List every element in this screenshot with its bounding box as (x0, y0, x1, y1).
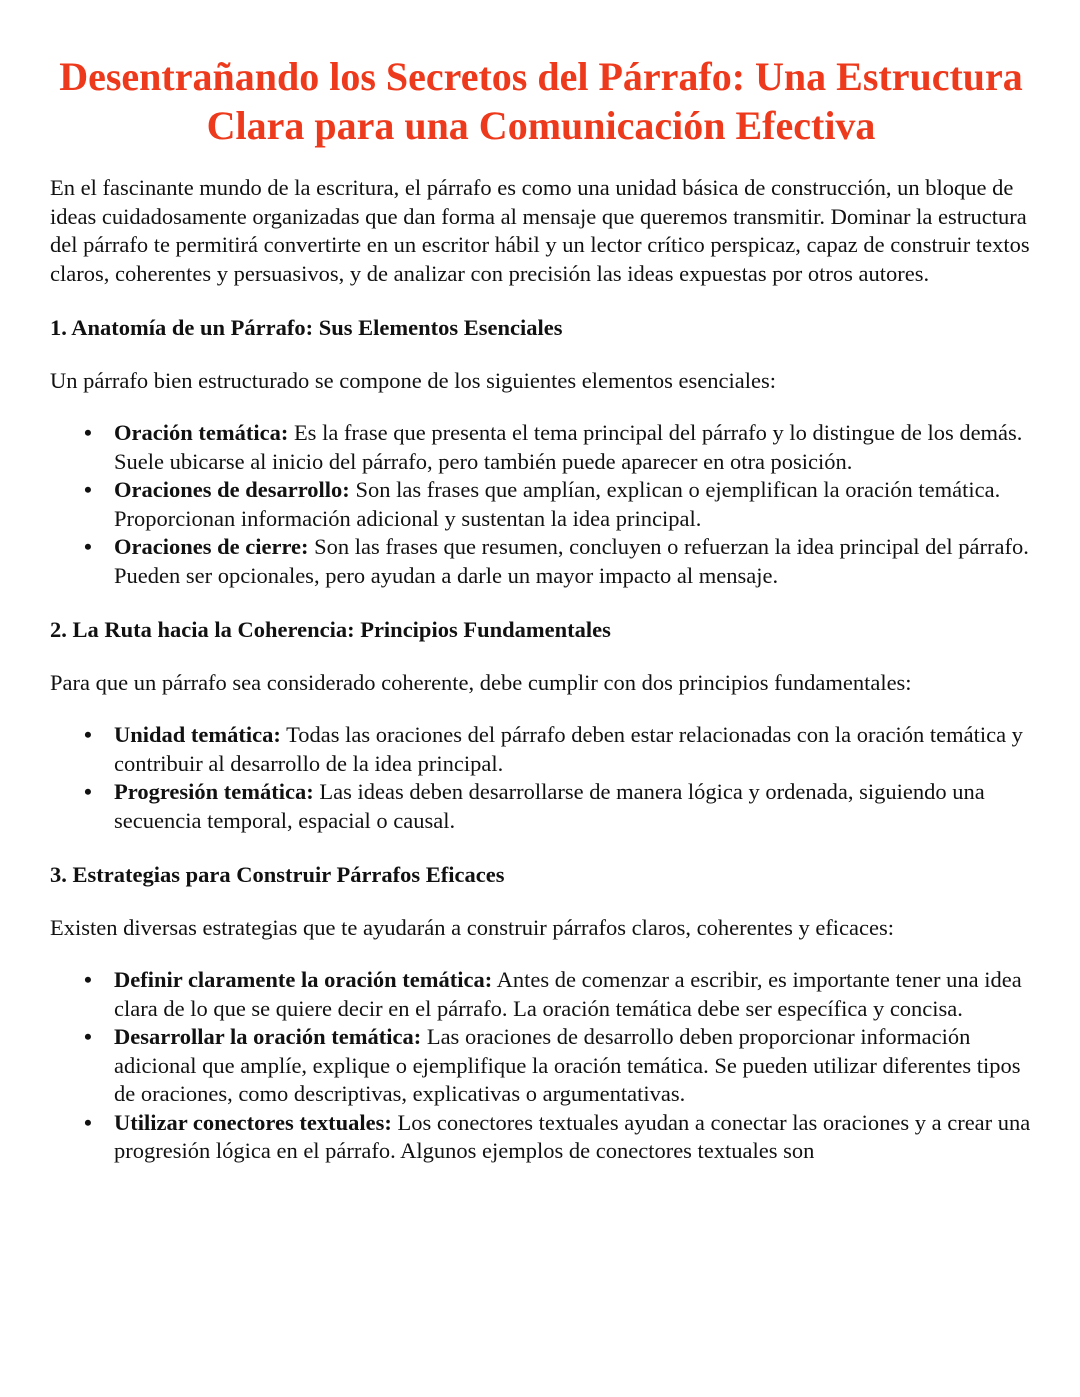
list-item-term: Oraciones de desarrollo: (114, 477, 350, 502)
section-intro: Para que un párrafo sea considerado coherente, debe cumplir con dos principios fundamentales: (50, 669, 912, 695)
bullet-icon: • (84, 1024, 92, 1049)
list-item (84, 476, 1032, 533)
list-item-text: Las ideas deben desarrollarse de manera lógica y ordenada, siguiendo una secuencia temporal, espacial o causal. (114, 779, 985, 833)
intro-paragraph: En el fascinante mundo de la escritura, el párrafo es como una unidad básica de construcción, un bloque de ideas cuidadosamente organizadas que dan forma al mensaje que queremos transmitir. Dominar la estructura del párrafo te permitirá convertirte en un escritor hábil y un lector crítico perspicaz, capaz de construir textos claros, coherentes y persuasivos, y de analizar con precisión las ideas expuestas por otros autores. (50, 175, 1030, 286)
list-item-term: Utilizar conectores textuales: (114, 1109, 392, 1135)
list-item-term: Oraciones de cierre: (114, 534, 309, 559)
section-heading: 1. Anatomía de un Párrafo: Sus Elementos Esenciales (50, 315, 563, 340)
list-item-term: Oración temática: (114, 420, 289, 445)
list-item-text: Todas las oraciones del párrafo deben estar relacionadas con la oración temática y contribuir al desarrollo de la idea principal. (114, 722, 1023, 776)
list-item-term: Unidad temática: (114, 722, 281, 747)
bullet-list (50, 721, 1032, 835)
bullet-list (50, 419, 1032, 590)
bullet-icon: • (84, 477, 92, 502)
bullet-list (50, 966, 1032, 1166)
section-intro: Existen diversas estrategias que te ayudarán a construir párrafos claros, coherentes y eficaces: (50, 914, 895, 940)
list-item-text: Las oraciones de desarrollo deben proporcionar información adicional que amplíe, explique o ejemplifique la oración temática. Se pueden utilizar diferentes tipos de oraciones, como descriptivas, explicativas o argumentativas. (114, 1024, 1021, 1106)
bullet-icon: • (84, 534, 92, 559)
list-item-text: Antes de comenzar a escribir, es importante tener una idea clara de lo que se quiere decir en el párrafo. La oración temática debe ser específica y concisa. (114, 967, 1022, 1021)
list-item-term: Desarrollar la oración temática: (114, 1024, 422, 1049)
bullet-icon: • (84, 722, 92, 747)
list-item (84, 778, 1032, 835)
document-title: Desentrañando los Secretos del Párrafo: Una Estructura Clara para una Comunicación Efectiva (59, 54, 1023, 148)
list-item-term: Progresión temática: (114, 779, 314, 804)
bullet-icon: • (84, 779, 92, 804)
bullet-icon: • (84, 1109, 92, 1135)
list-item-term: Definir claramente la oración temática: (114, 967, 493, 992)
list-item (84, 533, 1032, 590)
list-item-text: Los conectores textuales ayudan a conectar las oraciones y a crear una progresión lógica en el párrafo. Algunos ejemplos de conectores textuales son (114, 1109, 1031, 1163)
list-item-text: Es la frase que presenta el tema principal del párrafo y lo distingue de los demás. Suele ubicarse al inicio del párrafo, pero también puede aparecer en otra posición. (114, 420, 1023, 474)
bullet-icon: • (84, 420, 92, 445)
list-item (84, 721, 1032, 778)
list-item-text: Son las frases que amplían, explican o ejemplifican la oración temática. Proporcionan información adicional y sustentan la idea principal. (114, 477, 1001, 531)
section-heading: 2. La Ruta hacia la Coherencia: Principios Fundamentales (50, 617, 611, 642)
section-heading: 3. Estrategias para Construir Párrafos Eficaces (50, 862, 505, 887)
list-item (84, 1023, 1032, 1109)
list-item (84, 966, 1032, 1023)
list-item-text: Son las frases que resumen, concluyen o refuerzan la idea principal del párrafo. Pueden ser opcionales, pero ayudan a darle un mayor impacto al mensaje. (114, 534, 1029, 588)
bullet-icon: • (84, 967, 92, 992)
list-item (84, 1109, 1032, 1166)
section-intro: Un párrafo bien estructurado se compone de los siguientes elementos esenciales: (50, 367, 777, 393)
list-item (84, 419, 1032, 476)
